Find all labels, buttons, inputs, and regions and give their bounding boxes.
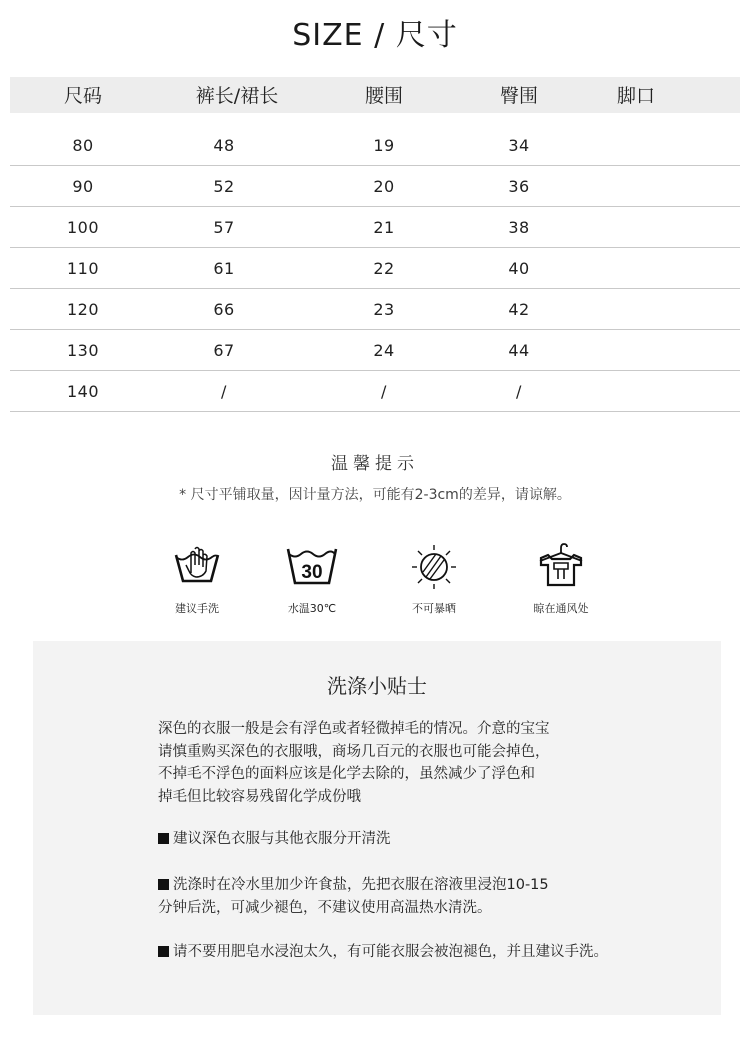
care-label: 建议手洗 xyxy=(175,602,219,615)
header-waist: 腰围 xyxy=(364,85,403,107)
page-title: SIZE / 尺寸 xyxy=(292,18,458,53)
bullet-square-icon xyxy=(158,946,169,957)
intro-line: 不掉毛不浮色的面料应该是化学去除的，虽然减少了浮色和 xyxy=(158,766,535,782)
cell-size: 130 xyxy=(66,341,100,360)
cell-hip: 36 xyxy=(508,177,530,196)
cell-size: 140 xyxy=(66,382,100,401)
cell-waist: 20 xyxy=(373,177,395,196)
wash-30-icon xyxy=(285,545,339,587)
header-hip: 臀围 xyxy=(499,85,538,107)
washing-tip-1 xyxy=(158,828,698,851)
table-row xyxy=(10,124,740,166)
hand-wash-icon xyxy=(172,545,222,587)
cell-size: 110 xyxy=(66,259,100,278)
cell-waist: / xyxy=(381,382,387,401)
cell-leg-opening xyxy=(602,124,674,165)
cell-size: 90 xyxy=(72,177,94,196)
cell-leg-opening xyxy=(602,288,674,329)
bullet-square-icon xyxy=(158,879,169,890)
table-row xyxy=(10,165,740,207)
hang-dry-icon xyxy=(536,541,586,589)
cell-length: 57 xyxy=(213,218,235,237)
cell-leg-opening xyxy=(602,206,674,247)
tip-text: 请不要用肥皂水浸泡太久，有可能衣服会被泡褪色，并且建议手洗。 xyxy=(173,944,608,960)
care-label: 晾在通风处 xyxy=(533,602,589,615)
cell-length: 66 xyxy=(213,300,235,319)
cell-hip: 40 xyxy=(508,259,530,278)
no-sun-icon xyxy=(408,542,460,590)
cell-leg-opening xyxy=(602,370,674,411)
intro-line: 请慎重购买深色的衣服哦，商场几百元的衣服也可能会掉色， xyxy=(158,743,550,760)
table-row xyxy=(10,206,740,248)
tip-text: 洗涤时在冷水里加少许食盐，先把衣服在溶液里浸泡10-15 xyxy=(173,877,549,893)
tips-note: * 尺寸平铺取量，因计量方法，可能有2-3cm的差异，请谅解。 xyxy=(179,487,571,503)
table-row xyxy=(10,329,740,371)
care-item-hang-dry xyxy=(506,545,616,625)
header-size: 尺码 xyxy=(63,85,102,107)
tips-title: 温馨提示 xyxy=(331,454,419,474)
cell-length: / xyxy=(221,382,227,401)
washing-intro xyxy=(158,718,698,808)
cell-size: 100 xyxy=(66,218,100,237)
cell-size: 120 xyxy=(66,300,100,319)
care-label: 不可暴晒 xyxy=(412,602,456,615)
tip-text: 分钟后洗，可减少褪色，不建议使用高温热水清洗。 xyxy=(158,899,492,916)
tip-text: 建议深色衣服与其他衣服分开清洗 xyxy=(173,831,391,847)
table-row xyxy=(10,288,740,330)
intro-line: 掉毛但比较容易残留化学成份哦 xyxy=(158,788,361,805)
care-item-no-sun xyxy=(379,545,489,625)
cell-waist: 23 xyxy=(373,300,395,319)
cell-hip: 34 xyxy=(508,136,530,155)
cell-length: 48 xyxy=(213,136,235,155)
cell-waist: 22 xyxy=(373,259,395,278)
cell-leg-opening xyxy=(602,247,674,288)
cell-hip: 44 xyxy=(508,341,530,360)
cell-hip: / xyxy=(516,382,522,401)
washing-tip-3 xyxy=(158,941,698,964)
bullet-square-icon xyxy=(158,833,169,844)
header-length: 裤长/裙长 xyxy=(195,85,279,107)
care-item-hand-wash xyxy=(142,545,252,625)
cell-leg-opening xyxy=(602,329,674,370)
table-row xyxy=(10,247,740,289)
care-label: 水温30℃ xyxy=(287,602,337,615)
care-item-wash-30 xyxy=(257,545,367,625)
size-table-header xyxy=(10,77,740,113)
cell-hip: 42 xyxy=(508,300,530,319)
cell-waist: 24 xyxy=(373,341,395,360)
table-row xyxy=(10,370,740,412)
cell-waist: 19 xyxy=(373,136,395,155)
header-leg-opening: 脚口 xyxy=(616,85,655,107)
washing-tip-2 xyxy=(158,874,698,919)
cell-length: 61 xyxy=(213,259,235,278)
wash-temp-number: 30 xyxy=(301,562,323,583)
cell-leg-opening xyxy=(602,165,674,206)
cell-waist: 21 xyxy=(373,218,395,237)
intro-line: 深色的衣服一般是会有浮色或者轻微掉毛的情况。介意的宝宝 xyxy=(158,721,550,737)
washing-tips-panel xyxy=(33,641,721,1015)
washing-tips-title: 洗涤小贴士 xyxy=(327,674,427,698)
cell-size: 80 xyxy=(72,136,94,155)
cell-hip: 38 xyxy=(508,218,530,237)
cell-length: 52 xyxy=(213,177,235,196)
cell-length: 67 xyxy=(213,341,235,360)
